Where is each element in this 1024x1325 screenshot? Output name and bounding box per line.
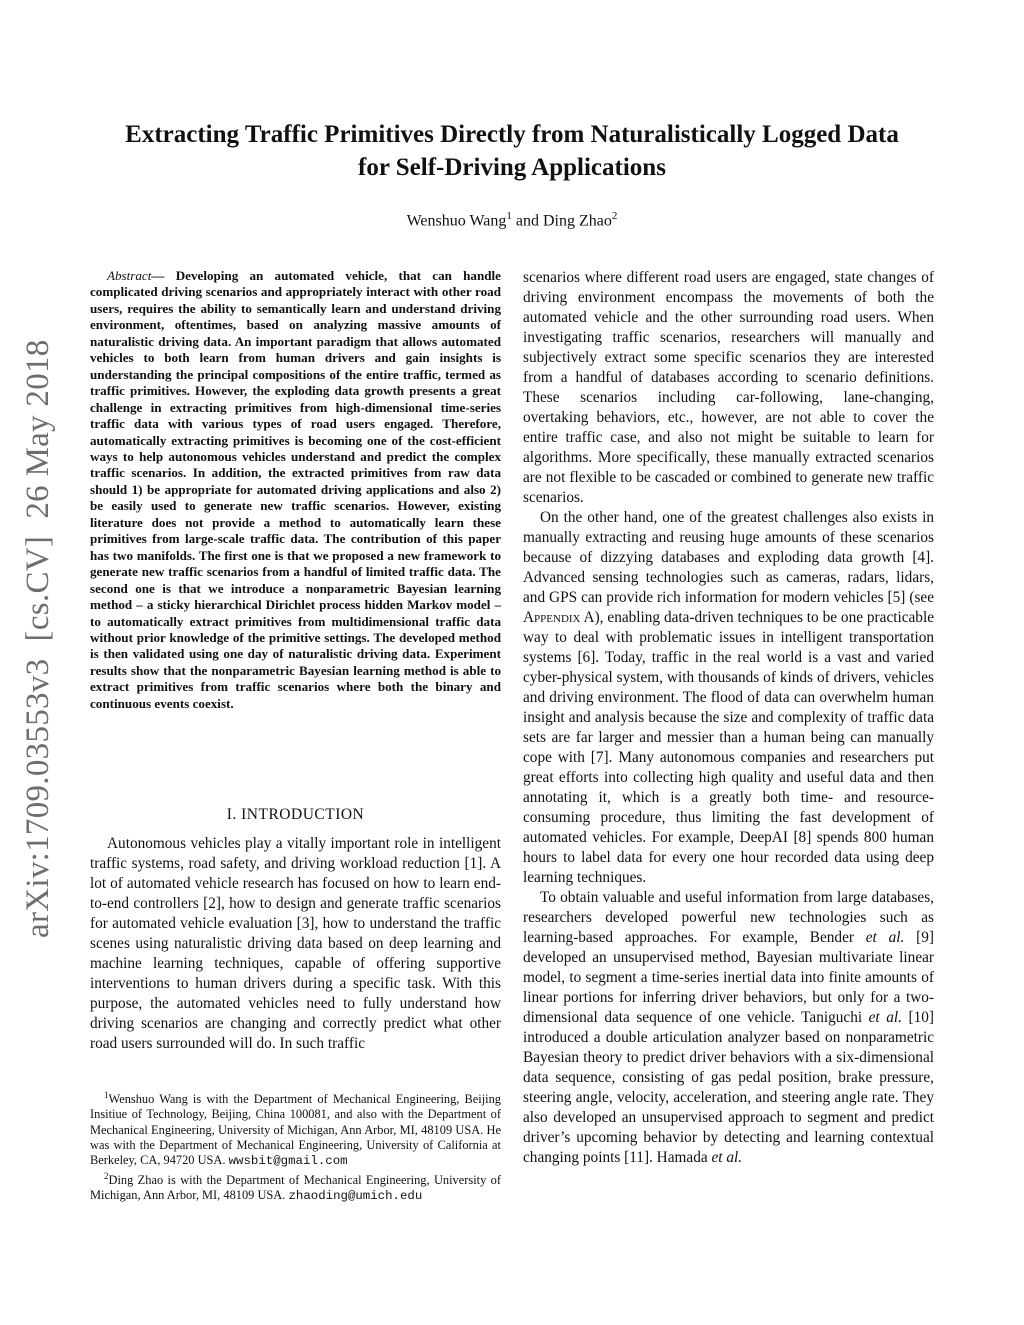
- author-2-affil: 2: [611, 210, 618, 222]
- introduction-text: [90, 834, 501, 1054]
- author-line: [0, 210, 1024, 230]
- right-paragraph-2: On the other hand, one of the greatest challenges also exists in manually extracting and reusing huge amounts of these scenarios because of dizzying databases and exploding data growth [4]. Advanced sensing technologies such as cameras, radars, lidars, and GPS can provide rich information for modern vehicles [5] (see Appendix A), enabling data-driven techniques to be one practicable way to deal with problematic issues in intelligent transportation systems [6]. Today, traffic in the real world is a vast and varied cyber-physical system, with thousands of kinds of drivers, vehicles and driving environment. The flood of data can overwhelm human insight and analysis because the size and complexity of traffic data sets are far larger and messier than a human being can manually cope with [7]. Many autonomous companies and researchers put great efforts into collecting high quality and useful data and then annotating it, which is a greatly both time- and resource-consuming procedure, thus limiting the fast development of automated vehicles. For example, DeepAI [8] spends 800 human hours to label data for every one hour recorded data using deep learning techniques.: [523, 509, 934, 886]
- footnote-2-email: zhaoding@umich.edu: [288, 1189, 423, 1204]
- right-paragraph-3: To obtain valuable and useful information from large databases, researchers developed powerful new technologies such as learning-based approaches. For example, Bender et al. [9] developed an unsupervised method, Bayesian multivariate linear model, to segment a time-series inertial data into finite amounts of linear portions for inferring driver behaviors, but only for a two-dimensional data sequence of one vehicle. Taniguchi et al. [10] introduced a double articulation analyzer based on nonparametric Bayesian theory to predict driver behaviors with a six-dimensional data sequence, consisting of gas pedal position, brake pressure, steering angle, velocity, acceleration, and steering angle rate. They also developed an unsupervised approach to segment and predict driver’s upcoming behavior by detecting and learning contextual changing points [11]. Hamada et al.: [523, 889, 934, 1166]
- appendix-ref: Appendix: [523, 609, 581, 626]
- footnote-1-mark: 1: [104, 1090, 109, 1100]
- section-heading-introduction: I. INTRODUCTION: [226, 806, 365, 823]
- footnotes: [90, 1088, 501, 1205]
- footnote-1-email: wwsbit@gmail.com: [228, 1153, 348, 1168]
- author-1-affil: 1: [506, 210, 512, 222]
- paper-title: [60, 118, 964, 184]
- author-1: Wenshuo Wang: [406, 212, 507, 230]
- abstract-dash: —: [151, 268, 176, 283]
- author-2: Ding Zhao: [543, 212, 612, 230]
- footnote-2: [90, 1169, 501, 1205]
- abstract: [90, 268, 501, 712]
- intro-paragraph-1: Autonomous vehicles play a vitally important role in intelligent traffic systems, road safety, and driving workload reduction [1]. A lot of automated vehicle research has focused on how to learn end-to-end controllers [2], how to design and generate traffic scenarios for automated vehicle evaluation [3], how to understand the traffic scenes using naturalistic driving data based on deep learning and machine learning techniques, capable of offering supportive interventions to human drivers during a specific task. With this purpose, the automated vehicles need to fully understand how driving scenarios are changing and correctly predict what other road users surrounded will do. In such traffic: [90, 835, 501, 1052]
- title-line-2: for Self-Driving Applications: [358, 154, 666, 181]
- footnote-1: [90, 1088, 501, 1169]
- abstract-text: Developing an automated vehicle, that can handle complicated driving scenarios and appropriately interact with other road users, requires the ability to semantically learn and understand driving environment, oftentimes, based on analyzing massive amounts of naturalistic driving data. An important paradigm that allows automated vehicles to both learn from human drivers and gain insights is understanding the principal compositions of the entire traffic, termed as traffic primitives. However, the exploding data growth presents a great challenge in extracting primitives from high-dimensional time-series traffic data with various types of road users engaged. Therefore, automatically extracting primitives is becoming one of the cost-efficient ways to help autonomous vehicles understand and predict the complex traffic scenarios. In addition, the extracted primitives from raw data should 1) be appropriate for automated driving applications and also 2) be easily used to generate new traffic scenarios. However, existing literature does not provide a method to automatically learn these primitives from large-scale traffic data. The contribution of this paper has two manifolds. The first one is that we proposed a new framework to generate new traffic scenarios from a handful of limited traffic data. The second one is that we introduce a nonparametric Bayesian learning method – a sticky hierarchical Dirichlet process hidden Markov model – to automatically extract primitives from multidimensional traffic data without prior knowledge of the primitive settings. The developed method is then validated using one day of naturalistic driving data. Experiment results show that the nonparametric Bayesian learning method is able to extract primitives from traffic scenarios where both the binary and continuous events coexist.: [90, 268, 501, 711]
- footnote-2-mark: 2: [104, 1171, 109, 1182]
- arxiv-identifier: arXiv:1709.03553v3 [cs.CV] 26 May 2018: [20, 339, 56, 938]
- footnote-1-text: Wenshuo Wang is with the Department of Mechanical Engineering, Beijing Insitiue of Technology, Beijing, China 100081, and also with the Department of Mechanical Engineering, University of Michigan, Ann Arbor, MI, 48109 USA. He was with the Department of Mechanical Engineering, University of California at Berkeley, CA, 94720 USA.: [90, 1092, 501, 1167]
- author-join: and: [511, 212, 543, 230]
- right-column-text: [523, 268, 934, 1168]
- footnote-2-text: Ding Zhao is with the Department of Mechanical Engineering, University of Michigan, Ann Arbor, MI, 48109 USA.: [90, 1173, 501, 1203]
- right-paragraph-1: scenarios where different road users are engaged, state changes of driving environment encompass the movements of both the automated vehicle and the other surrounding road users. When investigating traffic scenarios, researchers will manually and subjectively extract some specific scenarios they are interested from a handful of databases according to scenario definitions. These scenarios including car-following, lane-changing, overtaking behaviors, etc., however, are not able to cover the entire traffic case, and also not might be suitable to learn for algorithms. More specifically, these manually extracted scenarios are not flexible to be cascaded or combined to generate new traffic scenarios.: [523, 269, 934, 506]
- abstract-label: Abstract: [107, 268, 152, 283]
- title-line-1: Extracting Traffic Primitives Directly from Naturalistically Logged Data: [125, 121, 899, 148]
